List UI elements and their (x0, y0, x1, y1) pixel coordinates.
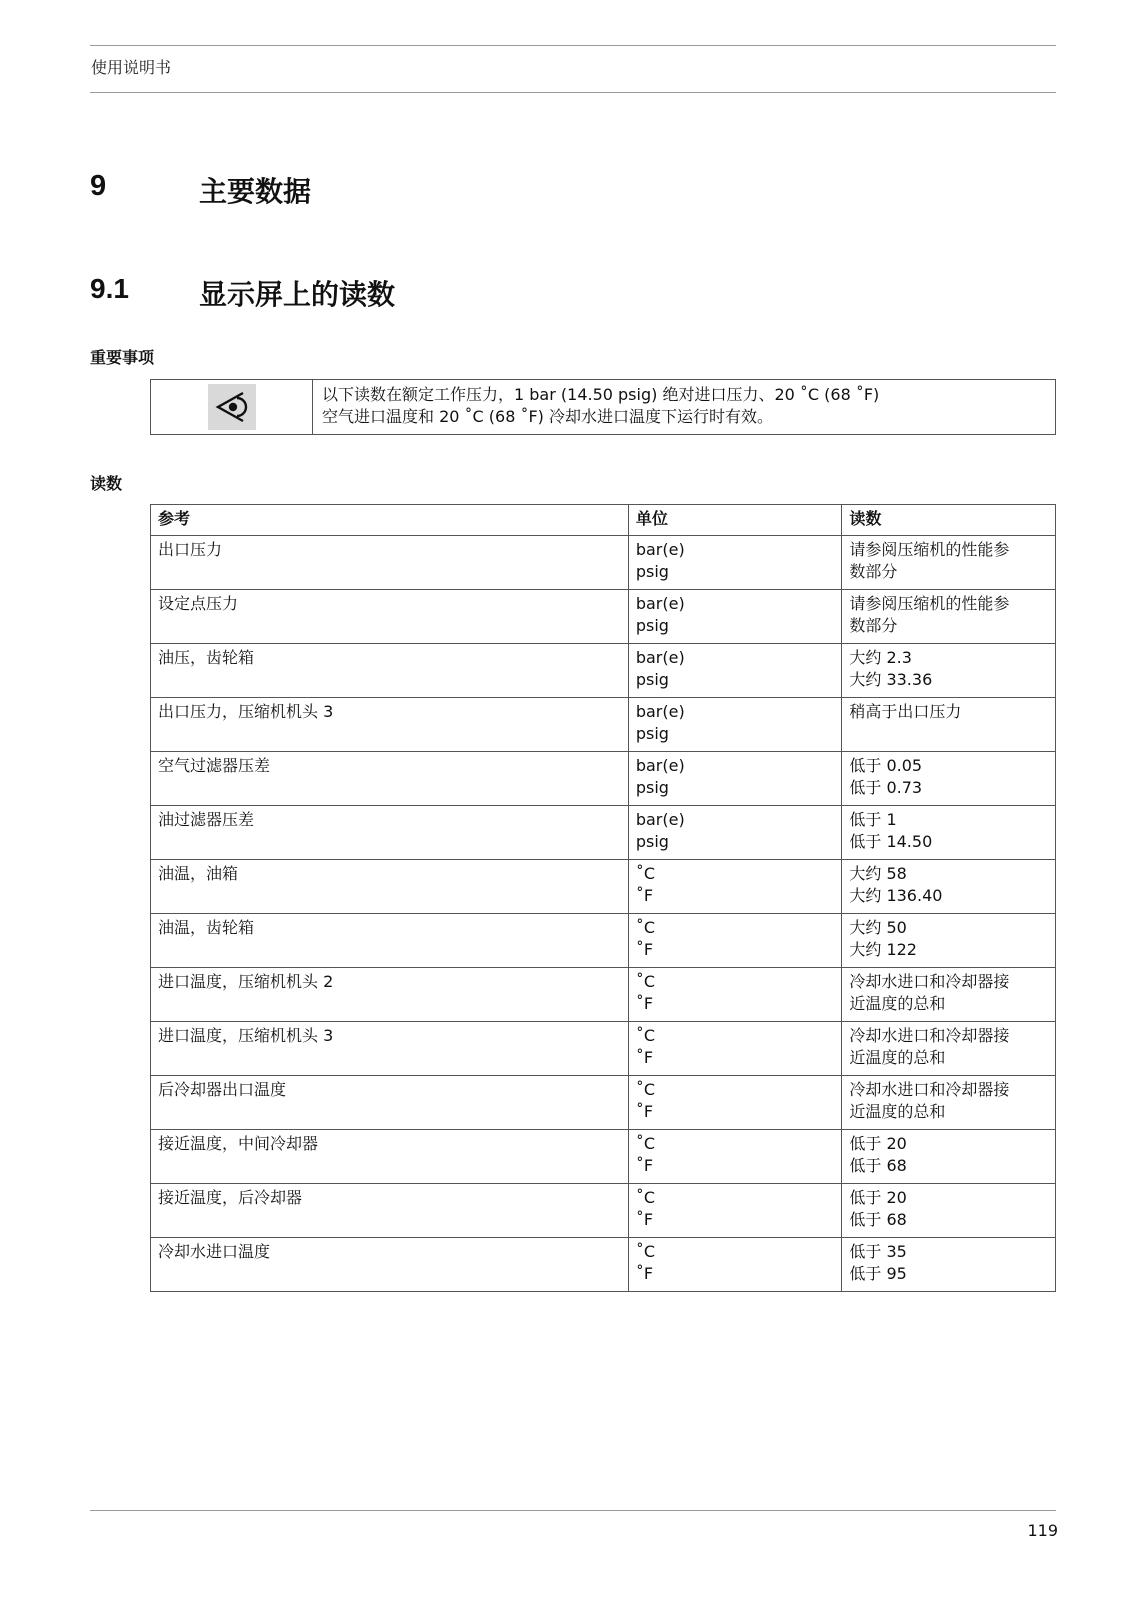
reading-cell (842, 590, 1056, 644)
unit-line: bar(e) (635, 594, 685, 613)
reference-cell: 接近温度，中间冷却器 (151, 1130, 629, 1184)
reading-line: 大约 50 (849, 918, 907, 937)
unit-line: psig (635, 724, 669, 743)
reference-cell: 设定点压力 (151, 590, 629, 644)
reference-cell: 油压，齿轮箱 (151, 644, 629, 698)
unit-cell (628, 1022, 842, 1076)
important-heading: 重要事项 (90, 348, 155, 367)
reference-cell: 接近温度，后冷却器 (151, 1184, 629, 1238)
unit-line: psig (635, 832, 669, 851)
reading-line: 近温度的总和 (849, 1102, 946, 1121)
unit-cell (628, 644, 842, 698)
table-row (151, 1076, 1056, 1130)
reading-line: 大约 33.36 (849, 670, 933, 689)
reference-cell: 油温，油箱 (151, 860, 629, 914)
reading-line: 冷却水进口和冷却器接 (849, 972, 1010, 991)
unit-cell (628, 752, 842, 806)
unit-line: ˚C (635, 1188, 656, 1207)
chapter-title: 主要数据 (199, 175, 312, 208)
document-label: 使用说明书 (91, 58, 172, 77)
reading-line: 近温度的总和 (849, 994, 946, 1013)
reading-line: 低于 68 (849, 1156, 907, 1175)
reading-cell (842, 1184, 1056, 1238)
unit-cell (628, 590, 842, 644)
header-bottom-rule (90, 92, 1056, 93)
important-note-box (150, 379, 1056, 435)
unit-cell (628, 914, 842, 968)
section-title: 显示屏上的读数 (199, 278, 396, 311)
unit-line: ˚F (635, 1156, 654, 1175)
reading-cell (842, 968, 1056, 1022)
unit-line: psig (635, 670, 669, 689)
readings-table (150, 504, 1056, 1292)
reading-cell (842, 914, 1056, 968)
reference-cell: 冷却水进口温度 (151, 1238, 629, 1292)
reading-cell (842, 698, 1056, 752)
note-line: 以下读数在额定工作压力，1 bar (14.50 psig) 绝对进口压力、20 ˚C (68 ˚F) (322, 385, 880, 404)
reading-line: 大约 136.40 (849, 886, 943, 905)
reading-cell (842, 752, 1056, 806)
unit-cell (628, 1130, 842, 1184)
unit-cell (628, 1076, 842, 1130)
unit-line: bar(e) (635, 756, 685, 775)
reference-cell: 后冷却器出口温度 (151, 1076, 629, 1130)
table-row (151, 644, 1056, 698)
reading-cell (842, 644, 1056, 698)
reading-line: 低于 14.50 (849, 832, 933, 851)
unit-cell (628, 1184, 842, 1238)
reading-line: 大约 2.3 (849, 648, 912, 667)
reading-cell (842, 860, 1056, 914)
table-row (151, 1238, 1056, 1292)
table-row (151, 590, 1056, 644)
unit-line: bar(e) (635, 648, 685, 667)
reading-line: 请参阅压缩机的性能参 (849, 540, 1010, 559)
header-top-rule (90, 45, 1056, 46)
readings-heading: 读数 (90, 474, 123, 493)
unit-cell (628, 536, 842, 590)
reading-line: 冷却水进口和冷却器接 (849, 1026, 1010, 1045)
reading-line: 低于 35 (849, 1242, 907, 1261)
reading-line: 低于 20 (849, 1188, 907, 1207)
unit-line: ˚F (635, 1102, 654, 1121)
reading-cell (842, 1022, 1056, 1076)
unit-line: ˚C (635, 864, 656, 883)
unit-line: ˚C (635, 1026, 656, 1045)
reading-cell (842, 536, 1056, 590)
unit-cell (628, 860, 842, 914)
unit-line: ˚F (635, 886, 654, 905)
table-row (151, 698, 1056, 752)
unit-line: bar(e) (635, 540, 685, 559)
unit-cell (628, 806, 842, 860)
reference-cell: 油过滤器压差 (151, 806, 629, 860)
unit-line: bar(e) (635, 702, 685, 721)
reading-line: 低于 68 (849, 1210, 907, 1229)
reading-line: 稍高于出口压力 (849, 702, 962, 721)
unit-line: psig (635, 616, 669, 635)
reading-line: 冷却水进口和冷却器接 (849, 1080, 1010, 1099)
reading-cell (842, 1238, 1056, 1292)
unit-line: ˚C (635, 1242, 656, 1261)
reference-cell: 进口温度，压缩机机头 2 (151, 968, 629, 1022)
unit-line: bar(e) (635, 810, 685, 829)
unit-line: psig (635, 778, 669, 797)
table-row (151, 968, 1056, 1022)
chapter-number: 9 (90, 170, 107, 202)
reading-cell (842, 1130, 1056, 1184)
unit-line: ˚F (635, 994, 654, 1013)
reference-cell: 出口压力 (151, 536, 629, 590)
unit-cell (628, 1238, 842, 1292)
table-header-row (151, 505, 1056, 536)
reading-line: 大约 58 (849, 864, 907, 883)
reading-line: 大约 122 (849, 940, 917, 959)
column-header-reference: 参考 (151, 505, 629, 536)
unit-line: ˚F (635, 1264, 654, 1283)
unit-line: ˚F (635, 1210, 654, 1229)
table-row (151, 806, 1056, 860)
column-header-unit: 单位 (628, 505, 842, 536)
reference-cell: 油温，齿轮箱 (151, 914, 629, 968)
unit-cell (628, 968, 842, 1022)
note-icon-cell (151, 380, 313, 434)
table-row (151, 1022, 1056, 1076)
table-row (151, 1184, 1056, 1238)
unit-line: ˚F (635, 940, 654, 959)
note-text (313, 380, 1055, 434)
unit-line: ˚C (635, 972, 656, 991)
unit-line: ˚F (635, 1048, 654, 1067)
footer-rule (90, 1510, 1056, 1511)
unit-line: ˚C (635, 1134, 656, 1153)
unit-line: ˚C (635, 918, 656, 937)
reading-cell (842, 1076, 1056, 1130)
reference-cell: 空气过滤器压差 (151, 752, 629, 806)
unit-line: psig (635, 562, 669, 581)
table-row (151, 1130, 1056, 1184)
table-row (151, 536, 1056, 590)
unit-cell (628, 698, 842, 752)
reading-line: 低于 1 (849, 810, 897, 829)
column-header-reading: 读数 (842, 505, 1056, 536)
table-row (151, 860, 1056, 914)
eye-icon (208, 384, 256, 430)
table-row (151, 752, 1056, 806)
reading-cell (842, 806, 1056, 860)
section-number: 9.1 (90, 273, 129, 304)
note-line: 空气进口温度和 20 ˚C (68 ˚F) 冷却水进口温度下运行时有效。 (322, 407, 774, 426)
reading-line: 数部分 (849, 562, 898, 581)
unit-line: ˚C (635, 1080, 656, 1099)
reading-line: 近温度的总和 (849, 1048, 946, 1067)
reading-line: 数部分 (849, 616, 898, 635)
reference-cell: 出口压力，压缩机机头 3 (151, 698, 629, 752)
reading-line: 低于 95 (849, 1264, 907, 1283)
reference-cell: 进口温度，压缩机机头 3 (151, 1022, 629, 1076)
page-number: 119 (1027, 1521, 1058, 1540)
reading-line: 请参阅压缩机的性能参 (849, 594, 1010, 613)
table-row (151, 914, 1056, 968)
reading-line: 低于 0.05 (849, 756, 923, 775)
reading-line: 低于 20 (849, 1134, 907, 1153)
reading-line: 低于 0.73 (849, 778, 923, 797)
